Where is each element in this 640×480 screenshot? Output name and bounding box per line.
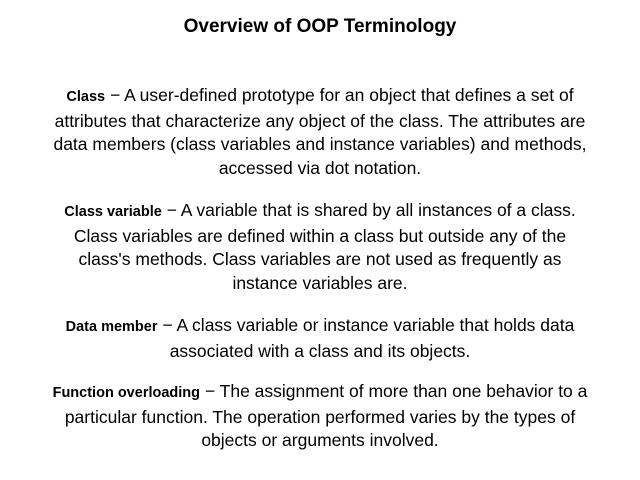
- definition-term: Class variable: [64, 204, 162, 220]
- definition-class-variable: [50, 199, 590, 295]
- definition-separator: −: [200, 381, 220, 401]
- slide-title: Overview of OOP Terminology: [183, 16, 457, 37]
- definition-function-overloading: [50, 380, 590, 453]
- definition-text: The assignment of more than one behavior to a particular function. The operation performed varies by the types of objects or arguments involved.: [64, 381, 588, 450]
- definition-data-member: [50, 314, 590, 363]
- definition-separator: −: [105, 85, 125, 105]
- definition-text: A class variable or instance variable that holds data associated with a class and its objects.: [169, 315, 575, 361]
- definition-class: [50, 84, 590, 180]
- definition-term: Data member: [65, 319, 158, 335]
- definition-term: Function overloading: [52, 385, 201, 401]
- definition-term: Class: [66, 89, 106, 105]
- definition-separator: −: [157, 315, 177, 335]
- definition-text: A variable that is shared by all instances of a class. Class variables are defined within a class but outside any of the class's methods. Class variables are not used as frequently as instance variables are.: [73, 200, 576, 293]
- definition-text: A user-defined prototype for an object that defines a set of attributes that characterize any object of the class. The attributes are data members (class variables and instance variables) and methods, accessed via dot notation.: [53, 85, 587, 178]
- definition-separator: −: [161, 200, 181, 220]
